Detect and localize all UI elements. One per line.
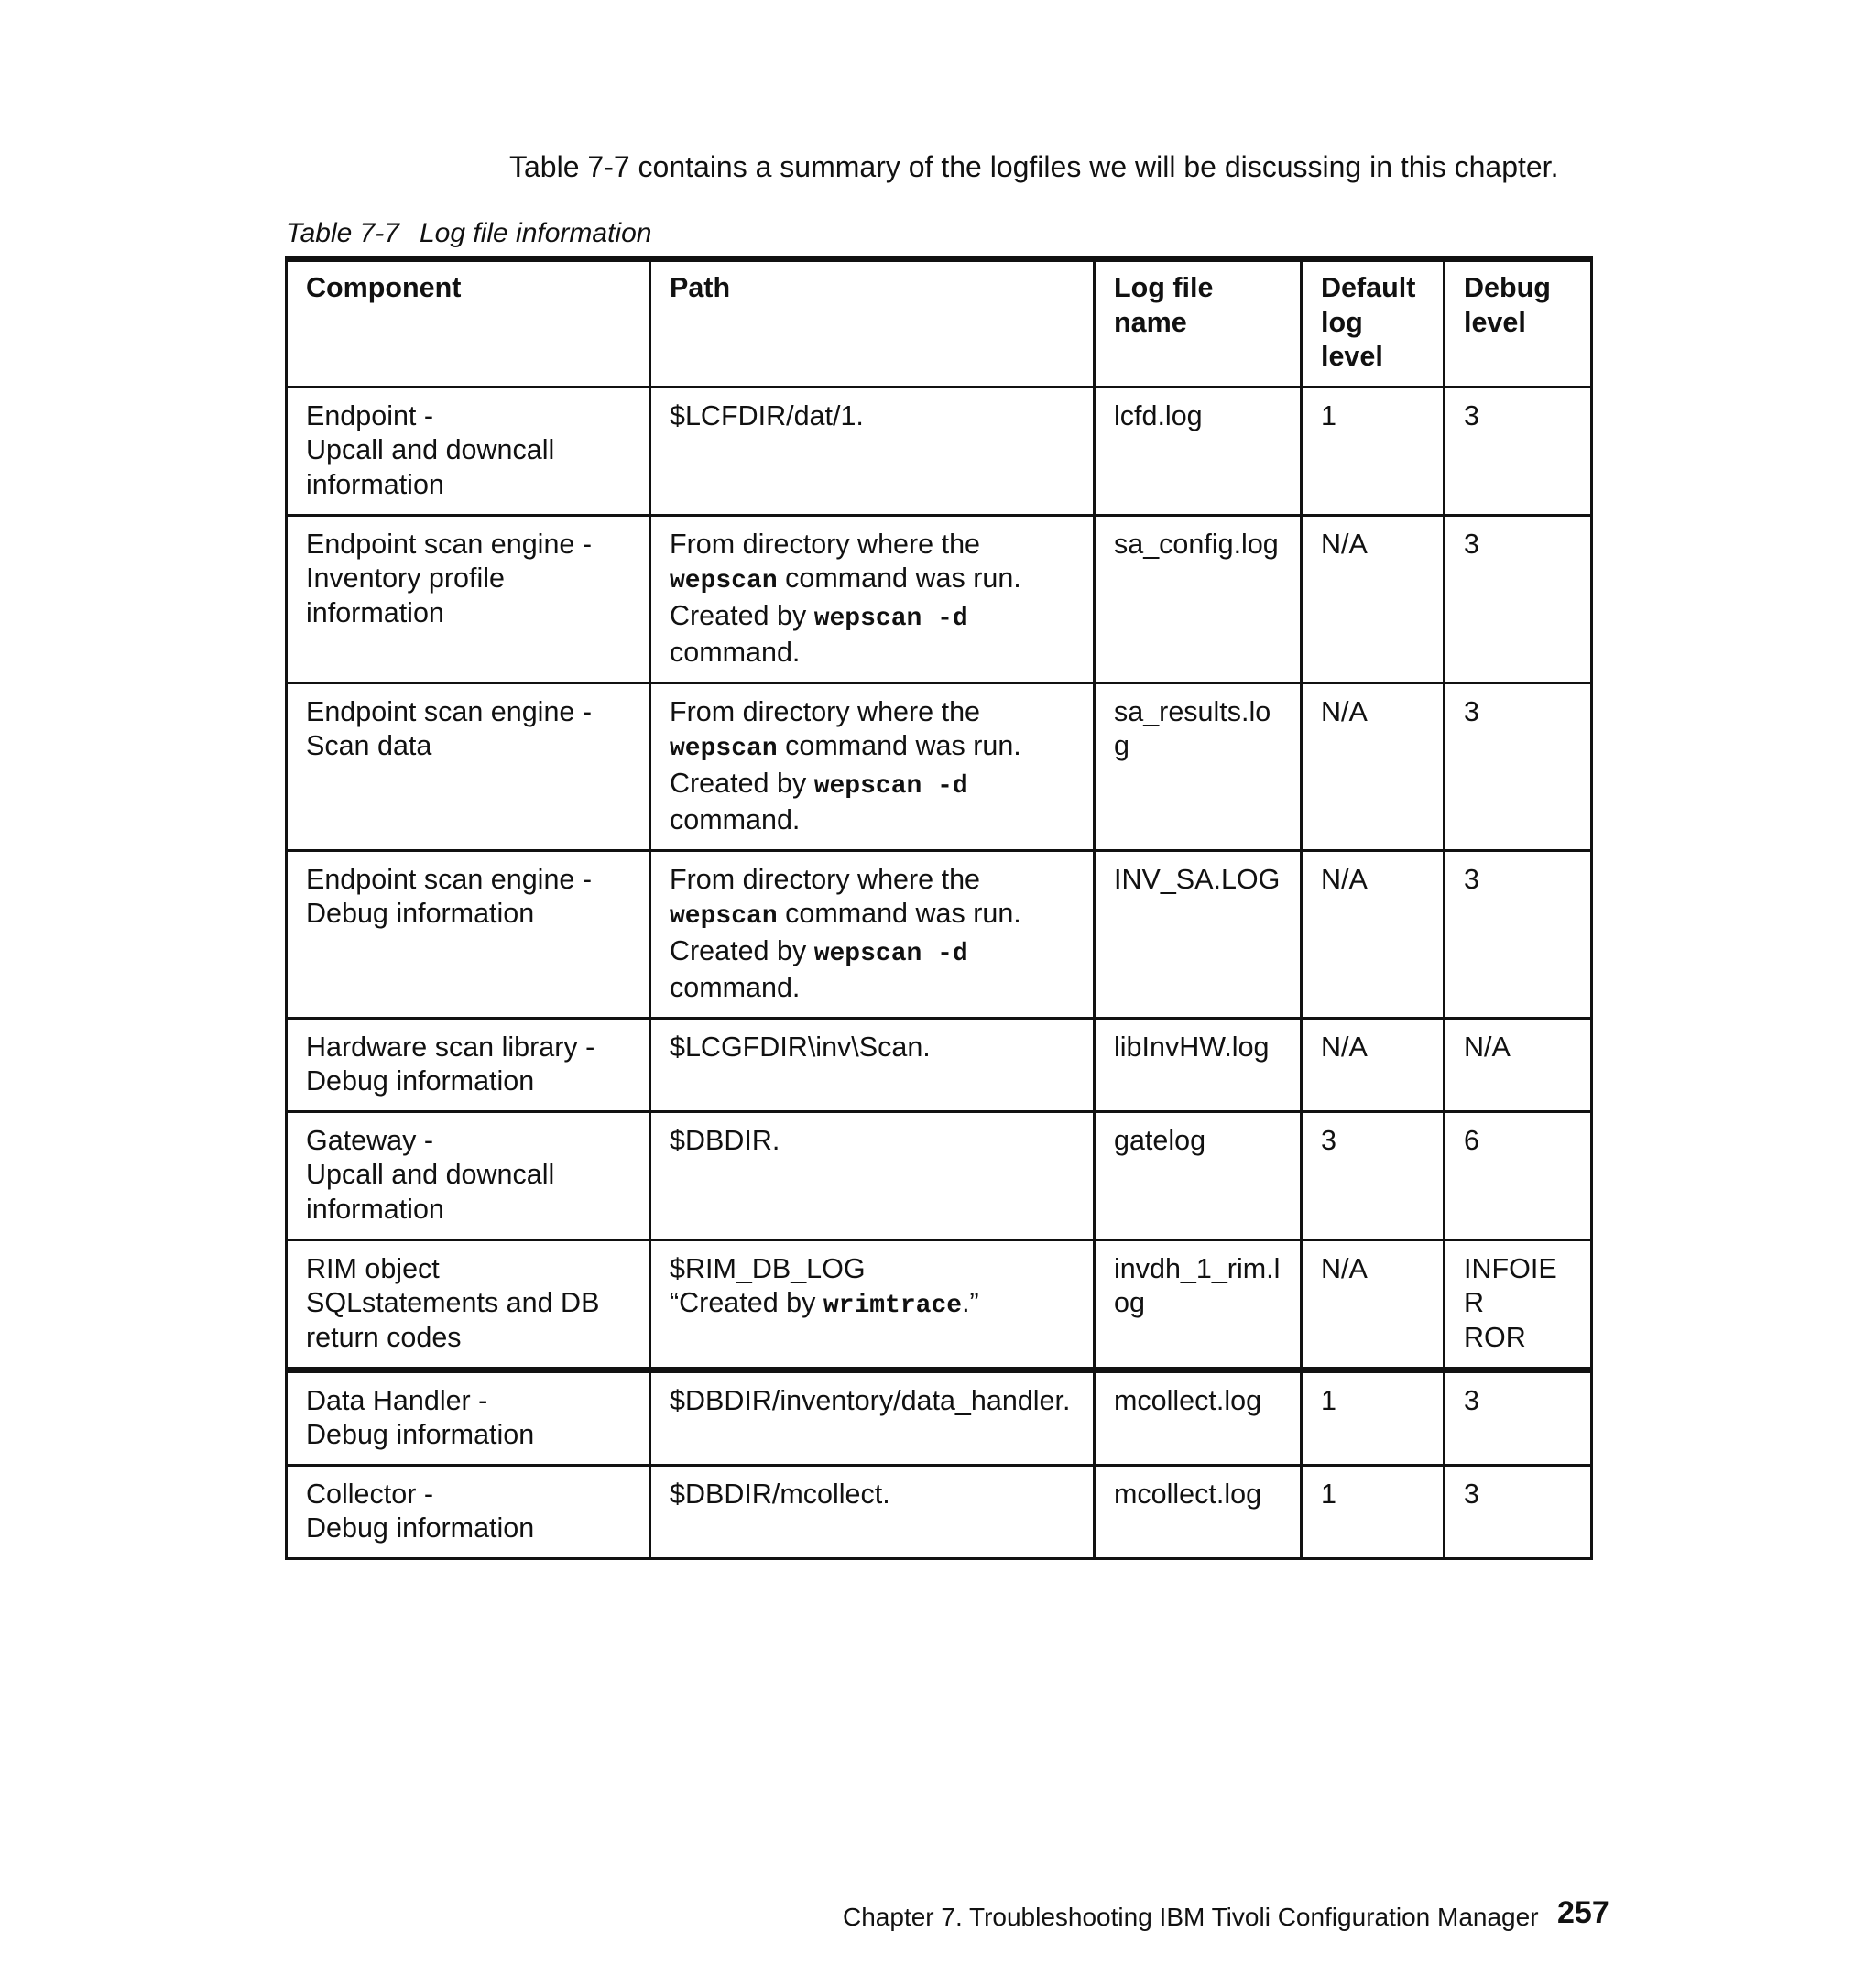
header-debug-level: Debug level (1445, 259, 1592, 387)
cell-log-file-name: sa_results.lo g (1095, 682, 1302, 850)
path-text: command was run. Created by (670, 562, 1021, 631)
cell-component: Endpoint scan engine - Inventory profile information (287, 515, 650, 682)
path-text: From directory where the (670, 528, 980, 560)
cell-path: $DBDIR/inventory/data_handler. (650, 1369, 1095, 1465)
cell-debug-level: 3 (1445, 515, 1592, 682)
log-file-table (285, 256, 1593, 1560)
table-row (287, 1018, 1592, 1111)
path-text: command was run. Created by (670, 730, 1021, 799)
command-name: wepscan (670, 735, 778, 763)
footer-chapter-title: Chapter 7. Troubleshooting IBM Tivoli Configuration Manager (843, 1903, 1539, 1931)
cell-component: Collector - Debug information (287, 1465, 650, 1558)
cell-debug-level: INFOIER ROR (1445, 1239, 1592, 1369)
cell-path (650, 1239, 1095, 1369)
cell-path (650, 850, 1095, 1018)
cell-log-file-name: sa_config.log (1095, 515, 1302, 682)
cell-component: Data Handler - Debug information (287, 1369, 650, 1465)
table-row (287, 682, 1592, 850)
page-number: 257 (1557, 1895, 1609, 1930)
cell-default-level: N/A (1302, 1018, 1445, 1111)
cell-debug-level: 3 (1445, 850, 1592, 1018)
cell-component: Endpoint scan engine - Scan data (287, 682, 650, 850)
command-name: wepscan -d (813, 939, 968, 968)
cell-debug-level: 3 (1445, 1369, 1592, 1465)
cell-debug-level: 3 (1445, 1465, 1592, 1558)
cell-component: Endpoint - Upcall and downcall information (287, 387, 650, 515)
cell-path: $LCFDIR/dat/1. (650, 387, 1095, 515)
table-row (287, 1239, 1592, 1369)
path-text: .” (962, 1287, 979, 1318)
table-header-row (287, 259, 1592, 387)
cell-debug-level: 6 (1445, 1111, 1592, 1239)
table-row (287, 515, 1592, 682)
cell-path: $LCGFDIR\inv\Scan. (650, 1018, 1095, 1111)
cell-component: Gateway - Upcall and downcall information (287, 1111, 650, 1239)
command-name: wepscan -d (813, 771, 968, 801)
cell-default-level: 3 (1302, 1111, 1445, 1239)
cell-debug-level: 3 (1445, 682, 1592, 850)
cell-default-level: 1 (1302, 1369, 1445, 1465)
header-default-log-level: Default log level (1302, 259, 1445, 387)
table-row (287, 1369, 1592, 1465)
path-text: $RIM_DB_LOG (670, 1252, 866, 1284)
cell-path (650, 682, 1095, 850)
cell-component: RIM object SQLstatements and DB return codes (287, 1239, 650, 1369)
command-name: wepscan -d (813, 604, 968, 633)
table-caption (286, 216, 651, 251)
cell-default-level: N/A (1302, 682, 1445, 850)
cell-component: Endpoint scan engine - Debug information (287, 850, 650, 1018)
path-text: “Created by (670, 1287, 816, 1318)
cell-log-file-name: mcollect.log (1095, 1369, 1302, 1465)
command-name: wrimtrace (823, 1292, 963, 1320)
header-path: Path (650, 259, 1095, 387)
path-text: From directory where the (670, 695, 980, 727)
table-row (287, 387, 1592, 515)
path-text: command. (670, 637, 801, 668)
cell-path: $DBDIR. (650, 1111, 1095, 1239)
table-row (287, 1111, 1592, 1239)
table-row (287, 850, 1592, 1018)
cell-debug-level: 3 (1445, 387, 1592, 515)
cell-log-file-name: lcfd.log (1095, 387, 1302, 515)
cell-log-file-name: libInvHW.log (1095, 1018, 1302, 1111)
table-caption-label: Table 7-7 (286, 218, 399, 248)
cell-default-level: N/A (1302, 1239, 1445, 1369)
table-caption-title: Log file information (419, 218, 652, 248)
cell-log-file-name: gatelog (1095, 1111, 1302, 1239)
path-text: From directory where the (670, 863, 980, 895)
cell-default-level: N/A (1302, 515, 1445, 682)
table-row (287, 1465, 1592, 1558)
cell-debug-level: N/A (1445, 1018, 1592, 1111)
path-text: command was run. Created by (670, 898, 1021, 966)
path-text: command. (670, 804, 801, 835)
path-text: command. (670, 972, 801, 1003)
cell-path (650, 515, 1095, 682)
cell-default-level: 1 (1302, 387, 1445, 515)
cell-default-level: N/A (1302, 850, 1445, 1018)
header-component: Component (287, 259, 650, 387)
cell-log-file-name: invdh_1_rim.l og (1095, 1239, 1302, 1369)
command-name: wepscan (670, 567, 778, 595)
header-log-file-name: Log file name (1095, 259, 1302, 387)
cell-component: Hardware scan library - Debug information (287, 1018, 650, 1111)
cell-log-file-name: INV_SA.LOG (1095, 850, 1302, 1018)
cell-path: $DBDIR/mcollect. (650, 1465, 1095, 1558)
cell-log-file-name: mcollect.log (1095, 1465, 1302, 1558)
cell-default-level: 1 (1302, 1465, 1445, 1558)
command-name: wepscan (670, 902, 778, 931)
intro-paragraph: Table 7-7 contains a summary of the logfiles we will be discussing in this chapter. (509, 150, 1559, 183)
